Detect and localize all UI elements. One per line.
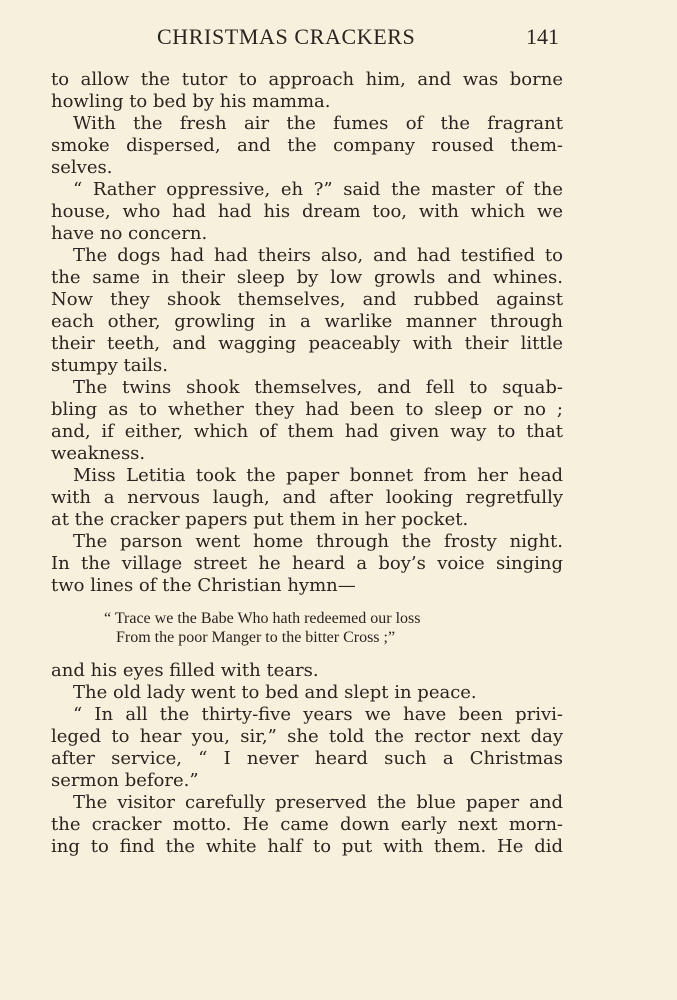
text-line: weakness.: [51, 443, 146, 464]
text-line: house, who had had his dream too, with which we: [51, 201, 563, 222]
text-line: sermon before.”: [51, 770, 199, 791]
text-line: to allow the tutor to approach him, and was borne: [51, 69, 563, 90]
page-number: 141: [526, 24, 559, 49]
text-line: The parson went home through the frosty night.: [73, 531, 563, 552]
text-line: ing to find the white half to put with them. He did: [51, 836, 563, 857]
text-line: The old lady went to bed and slept in peace.: [73, 682, 477, 703]
text-line: at the cracker papers put them in her pocket.: [51, 509, 469, 530]
text-line: their teeth, and wagging peaceably with their little: [51, 333, 563, 354]
text-line: stumpy tails.: [51, 355, 168, 376]
text-line: howling to bed by his mamma.: [51, 91, 331, 112]
text-line: Now they shook themselves, and rubbed against: [51, 289, 563, 310]
text-line: In the village street he heard a boy’s voice singing: [51, 553, 563, 574]
text-line: selves.: [51, 157, 113, 178]
text-line: the cracker motto. He came down early next morn-: [51, 814, 563, 835]
body-text-continued: [51, 660, 563, 858]
text-line: The dogs had had theirs also, and had testified to: [73, 245, 563, 266]
quote-line: From the poor Manger to the bitter Cross ;”: [116, 629, 396, 646]
running-title: CHRISTMAS CRACKERS: [157, 24, 416, 49]
text-line: bling as to whether they had been to sleep or no ;: [51, 399, 563, 420]
text-line: have no concern.: [51, 223, 208, 244]
text-line: With the fresh air the fumes of the fragrant: [73, 113, 563, 134]
text-line: and, if either, which of them had given way to that: [51, 421, 563, 442]
text-line: “ Rather oppressive, eh ?” said the master of the: [73, 179, 563, 200]
text-line: smoke dispersed, and the company roused them-: [51, 135, 563, 156]
text-line: each other, growling in a warlike manner through: [51, 311, 563, 332]
hymn-quotation: [104, 609, 524, 647]
quote-line: “ Trace we the Babe Who hath redeemed our loss: [104, 610, 421, 627]
text-line: The twins shook themselves, and fell to squab-: [73, 377, 563, 398]
body-text: [51, 69, 563, 597]
text-line: “ In all the thirty-five years we have been privi-: [73, 704, 563, 725]
text-line: with a nervous laugh, and after looking regretfully: [51, 487, 563, 508]
text-line: after service, “ I never heard such a Christmas: [51, 748, 563, 769]
text-line: Miss Letitia took the paper bonnet from her head: [73, 465, 563, 486]
text-line: The visitor carefully preserved the blue paper and: [73, 792, 563, 813]
text-line: two lines of the Christian hymn—: [51, 575, 356, 596]
text-line: and his eyes filled with tears.: [51, 660, 319, 681]
text-line: the same in their sleep by low growls and whines.: [51, 267, 563, 288]
text-line: leged to hear you, sir,” she told the rector next day: [51, 726, 563, 747]
